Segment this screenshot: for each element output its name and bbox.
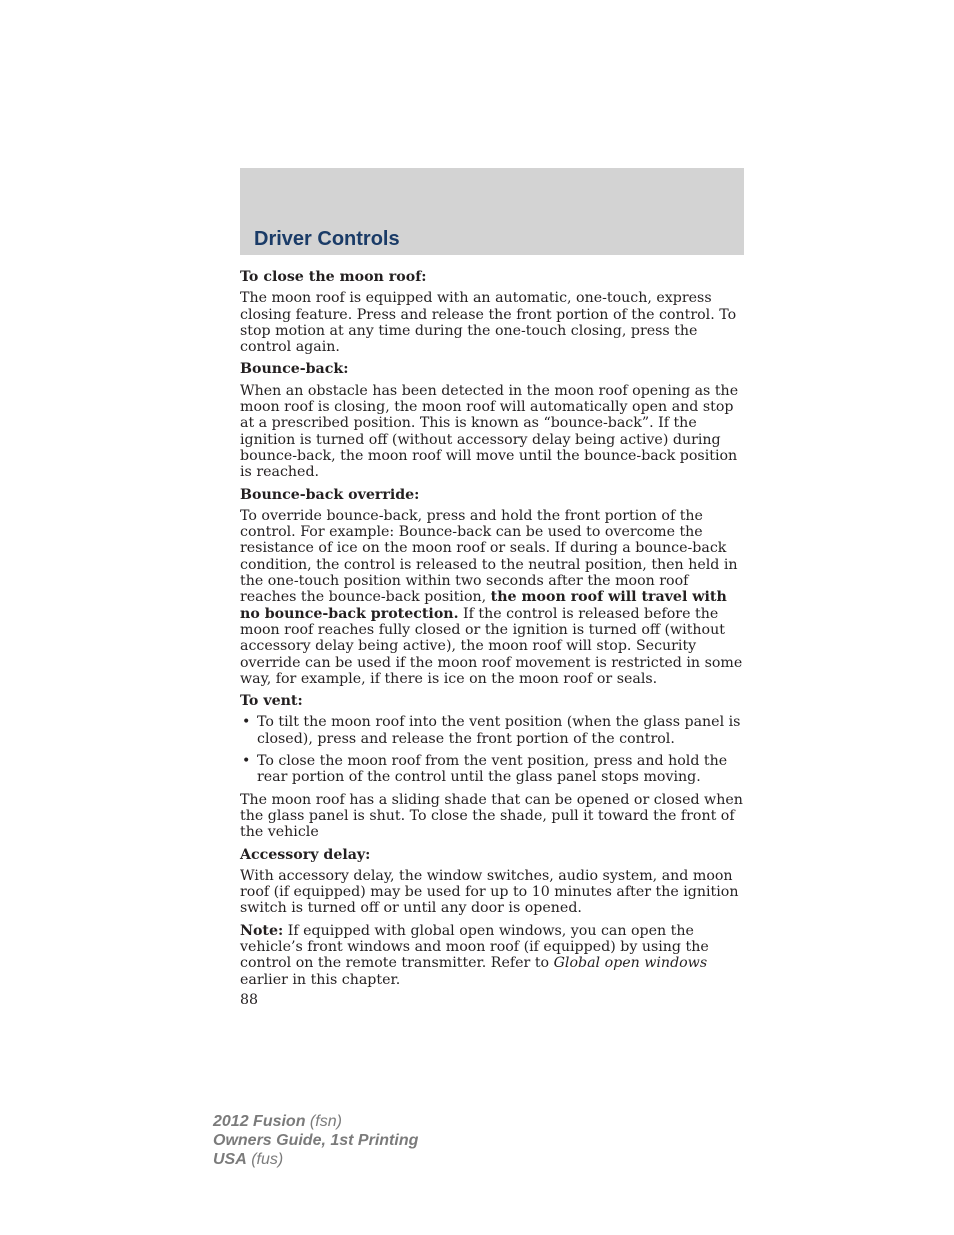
bullet-glyph: • (242, 753, 251, 770)
note-text-italic: Global open windows (553, 955, 708, 972)
heading-to-vent: To vent: (240, 693, 303, 710)
note-text-end: earlier in this chapter. (240, 971, 401, 988)
heading-bounce-back: Bounce-back: (240, 361, 349, 378)
list-item-text: To close the moon roof from the vent position, press and hold the rear portion of the control until the glass panel stops moving. (257, 753, 728, 786)
page-number: 88 (240, 991, 259, 1008)
footer-market: USA (213, 1151, 247, 1168)
note-text-start: If equipped with global open windows, you can open the vehicle’s front windows and moon roof (if equipped) by using the control on the remote transmitter. Refer to (240, 922, 709, 972)
footer-model: 2012 Fusion (213, 1113, 306, 1130)
bullet-glyph: • (242, 714, 251, 731)
section-header-band (240, 168, 744, 255)
list-item (240, 753, 744, 786)
footer-line-model (213, 1112, 418, 1131)
override-text-end: If the control is released before the moon roof reaches fully closed or the ignition is turned off (without accessory delay being active), the moon roof will stop. Security override can be used if the moon roof movement is restricted in some way, for example, if there is ice on the moon roof or seals. (240, 605, 743, 687)
footer-line-market (213, 1150, 418, 1169)
heading-bounce-back-override: Bounce-back override: (240, 486, 420, 503)
document-footer (213, 1112, 418, 1169)
footer-model-code: (fsn) (305, 1113, 342, 1130)
paragraph-close-moon-roof: The moon roof is equipped with an automatic, one-touch, express closing feature. Press and release the front portion of the control. To stop motion at any time during the one-touch closing, press the control again. (240, 290, 737, 356)
heading-close-moon-roof: To close the moon roof: (240, 269, 427, 285)
list-item (240, 714, 744, 747)
paragraph-bounce-back-override (240, 508, 744, 687)
heading-accessory-delay: Accessory delay: (240, 846, 371, 863)
vent-list (240, 714, 744, 785)
footer-guide-edition: Owners Guide, 1st Printing (213, 1132, 419, 1149)
footer-market-code: (fus) (246, 1151, 284, 1168)
note-label: Note: (240, 922, 284, 939)
override-text-start: To override bounce-back, press and hold the front portion of the control. For example: Bounce-back can be used to overcome the resistance of ice on the moon roof or seals. If during a bounce-back condition, the control is released to the neutral position, then held in the one-touch position within two seconds after the moon roof reaches the bounce-back position, (240, 507, 738, 606)
paragraph-sliding-shade: The moon roof has a sliding shade that can be opened or closed when the glass panel is shut. To close the shade, pull it toward the front of the vehicle (240, 791, 743, 841)
list-item-text: To tilt the moon roof into the vent position (when the glass panel is closed), press and release the front portion of the control. (257, 714, 741, 747)
paragraph-accessory-delay: With accessory delay, the window switches, audio system, and moon roof (if equipped) may be used for up to 10 minutes after the ignition switch is turned off or until any door is opened. (240, 867, 739, 917)
note-paragraph (240, 923, 744, 988)
override-text-bold: the moon roof will travel with no bounce-back protection. (240, 589, 727, 622)
section-title: Driver Controls (254, 228, 400, 250)
page-content (240, 267, 744, 1008)
paragraph-bounce-back: When an obstacle has been detected in the moon roof opening as the moon roof is closing, the moon roof will automatically open and stop at a prescribed position. This is known as “bounce-back”. If the ignition is turned off (without accessory delay being active) during bounce-back, the moon roof will move until the bounce-back position is reached. (240, 382, 739, 481)
